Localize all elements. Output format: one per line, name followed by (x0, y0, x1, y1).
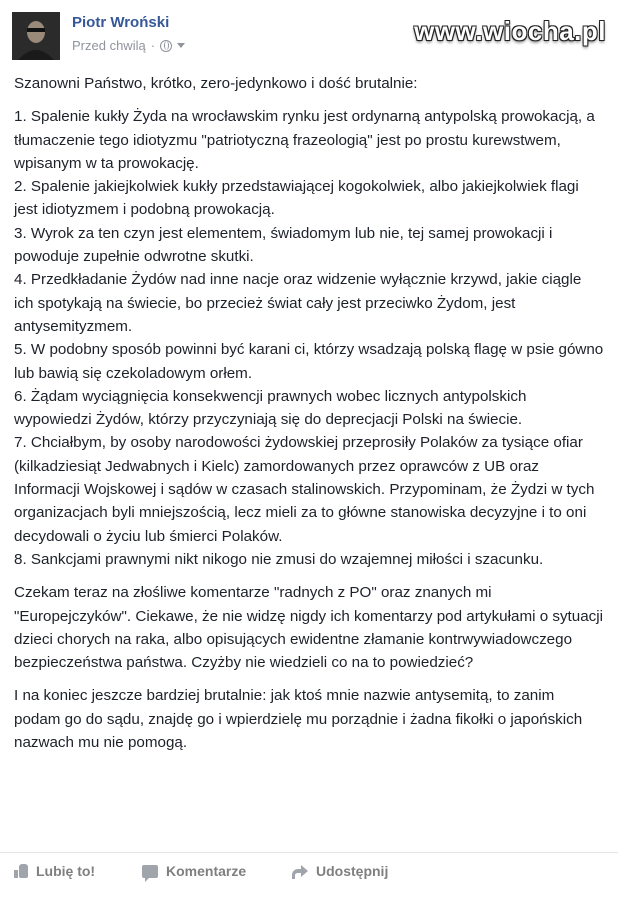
list-item: 6. Żądam wyciągnięcia konsekwencji prawnych wobec licznych antypolskich wypowiedzi Żydów, którzy przyczyniają się do deprecjacji Polski na świecie. (14, 387, 527, 429)
author-name[interactable]: Piotr Wroński (72, 14, 170, 31)
post-header (12, 8, 606, 64)
post-paragraph: Czekam teraz na złośliwe komentarze "radnych z PO" oraz znanych mi "Europejczyków". Ciekawe, że nie widzę nigdy ich komentarzy pod artykułami o sytuacji dzieci chorych na raka, albo opisujących ewidentne złamanie kontrwywiadowczego bezpieczeństwa państwa. Czyżby nie wiedzieli co na to powiedzieć? (14, 584, 604, 672)
list-item: 4. Przedkładanie Żydów nad inne nacje oraz widzenie wyłącznie krzywd, jakie ciągle ich spotykają na świecie, bo przecież świat cały jest przeciwko Żydom, jest antysemityzmem. (14, 271, 582, 335)
avatar[interactable] (12, 12, 60, 60)
list-item: 5. W podobny sposób powinni być karani ci, którzy wsadzają polską flagę w psie gówno lub bawią się czekoladowym orłem. (14, 341, 604, 382)
meta-separator: · (150, 38, 156, 53)
list-item: 8. Sankcjami prawnymi nikt nikogo nie zmusi do wzajemnej miłości i szacunku. (14, 550, 544, 568)
post-intro: Szanowni Państwo, krótko, zero-jedynkowo i dość brutalnie: (14, 75, 418, 92)
list-item: 3. Wyrok za ten czyn jest elementem, świadomym lub nie, tej samej prowokacji i powoduje zupełnie odwrotne skutki. (14, 224, 553, 266)
list-item: 7. Chciałbym, by osoby narodowości żydowskiej przeprosiły Polaków za tysiące ofiar (kilkadziesiąt Jedwabnych i Kielc) zamordowanych przez oprawców z UB oraz Informacji Wojskowej i sądów w czasach stalinowskich. Przypominam, że Żydzi w tych organizacjach byli mniejszością, lecz mieli za to główne stanowiska decyzyjne i to oni decydowali o życiu lub śmierci Polaków. (14, 434, 595, 545)
post-body (14, 72, 604, 754)
comment-label: Komentarze (166, 863, 247, 879)
post-meta (72, 38, 185, 53)
post-actions (0, 852, 618, 893)
share-icon (292, 865, 308, 877)
share-label: Udostępnij (316, 863, 389, 879)
globe-icon[interactable] (160, 40, 172, 52)
watermark: www.wiocha.pl (414, 16, 606, 46)
chevron-down-icon[interactable] (177, 43, 185, 48)
avatar-image (12, 12, 60, 60)
comment-button[interactable] (142, 863, 246, 879)
comment-icon (142, 865, 158, 878)
like-button[interactable] (14, 863, 95, 879)
share-button[interactable] (292, 863, 388, 879)
list-item: 2. Spalenie jakiejkolwiek kukły przedstawiającej kogokolwiek, albo jakiejkolwiek flagi jest idiotyzmem i podobną prowokacją. (14, 178, 579, 219)
like-label: Lubię to! (36, 863, 96, 879)
list-item: 1. Spalenie kukły Żyda na wrocławskim rynku jest ordynarną antypolską prowokacją, a tłumaczenie tego idiotyzmu "patriotyczną frazeologią" jest po prostu kurewstwem, wpisanym w ta prowokację. (14, 108, 595, 172)
thumbs-up-icon (14, 864, 28, 878)
post-paragraph: I na koniec jeszcze bardziej brutalnie: jak ktoś mnie nazwie antysemitą, to zanim podam go do sądu, znajdę go i wpierdzielę mu porządnie i żadna fikołki o japońskich nazwach mu nie pomogą. (14, 687, 583, 752)
timestamp[interactable]: Przed chwilą (72, 38, 146, 53)
